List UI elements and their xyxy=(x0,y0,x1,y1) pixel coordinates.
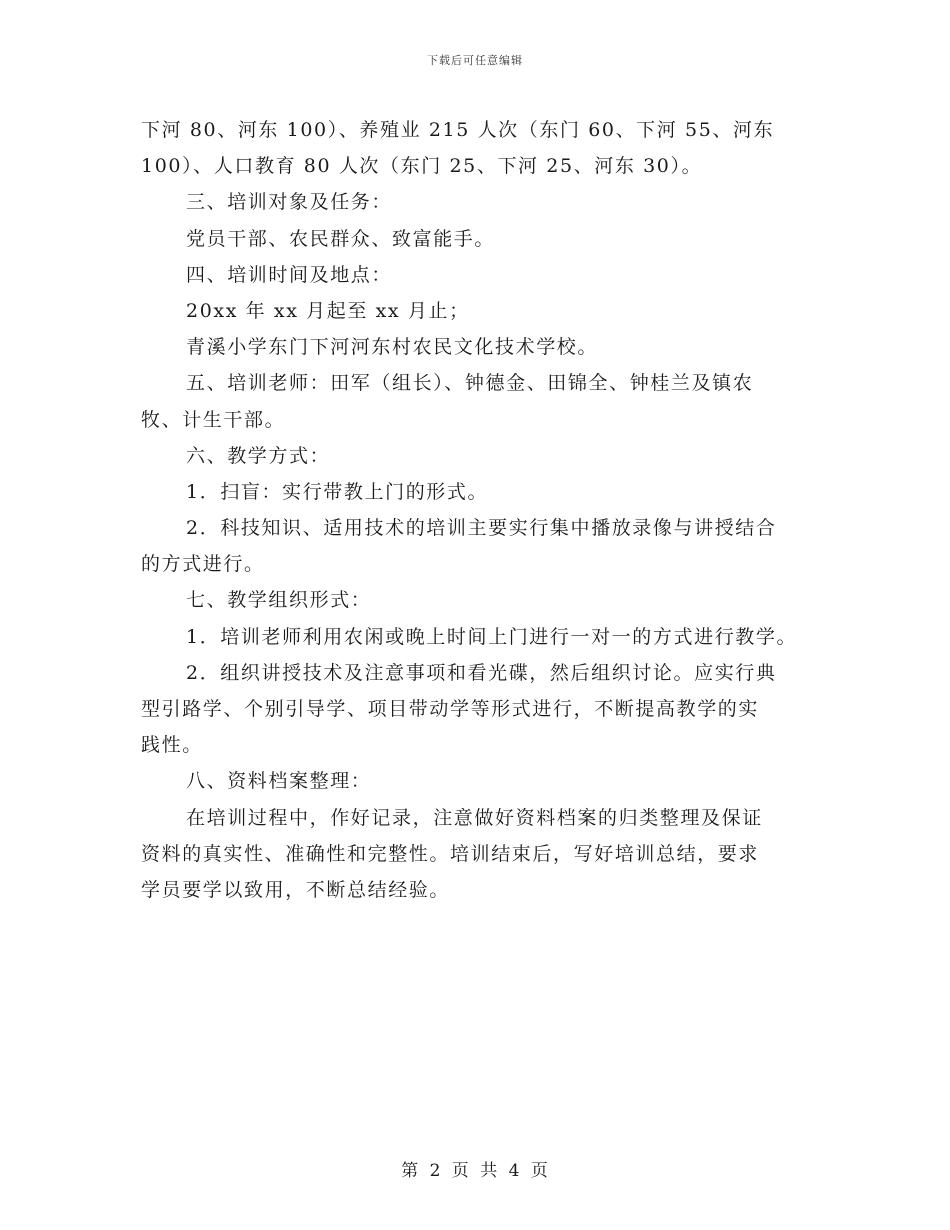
page-header: 下载后可任意编辑 xyxy=(427,54,523,67)
section-heading: 七、教学组织形式： xyxy=(186,589,372,612)
text-line: 学员要学以致用，不断总结经验。 xyxy=(141,878,451,901)
text-line: 党员干部、农民群众、致富能手。 xyxy=(186,227,496,250)
list-item: 2．科技知识、适用技术的培训主要实行集中播放录像与讲授结合 xyxy=(186,517,777,540)
text-line: 型引路学、个别引导学、项目带动学等形式进行，不断提高教学的实 xyxy=(141,698,760,720)
section-heading: 五、培训老师：田军（组长）、钟德金、田锦全、钟桂兰及镇农 xyxy=(186,372,754,395)
text-line: 践性。 xyxy=(141,734,203,757)
section-heading: 三、培训对象及任务： xyxy=(186,191,393,214)
text-line: 青溪小学东门下河河东村农民文化技术学校。 xyxy=(186,336,599,359)
section-heading: 六、教学方式： xyxy=(186,444,331,467)
list-item: 1．培训老师利用农闲或晚上时间上门进行一对一的方式进行教学。 xyxy=(186,625,798,648)
list-item: 2．组织讲授技术及注意事项和看光碟，然后组织讨论。应实行典 xyxy=(186,661,777,684)
text-line: 20xx 年 xx 月起至 xx 月止； xyxy=(186,299,470,322)
section-heading: 八、资料档案整理： xyxy=(186,770,372,793)
document-body xyxy=(141,112,831,908)
text-line: 100）、人口教育 80 人次（东门 25、下河 25、河东 30）。 xyxy=(141,155,703,178)
section-heading: 四、培训时间及地点： xyxy=(186,263,393,286)
text-line: 资料的真实性、准确性和完整性。培训结束后，写好培训总结，要求 xyxy=(141,842,760,865)
text-line: 的方式进行。 xyxy=(141,553,265,576)
text-line: 在培训过程中，作好记录，注意做好资料档案的归类整理及保证 xyxy=(186,806,763,829)
text-line: 下河 80、河东 100）、养殖业 215 人次（东门 60、下河 55、河东 xyxy=(141,119,775,141)
text-line: 牧、计生干部。 xyxy=(141,408,286,431)
list-item: 1．扫盲：实行带教上门的形式。 xyxy=(186,480,489,503)
page-number-footer: 第 2 页 共 4 页 xyxy=(401,1161,549,1181)
